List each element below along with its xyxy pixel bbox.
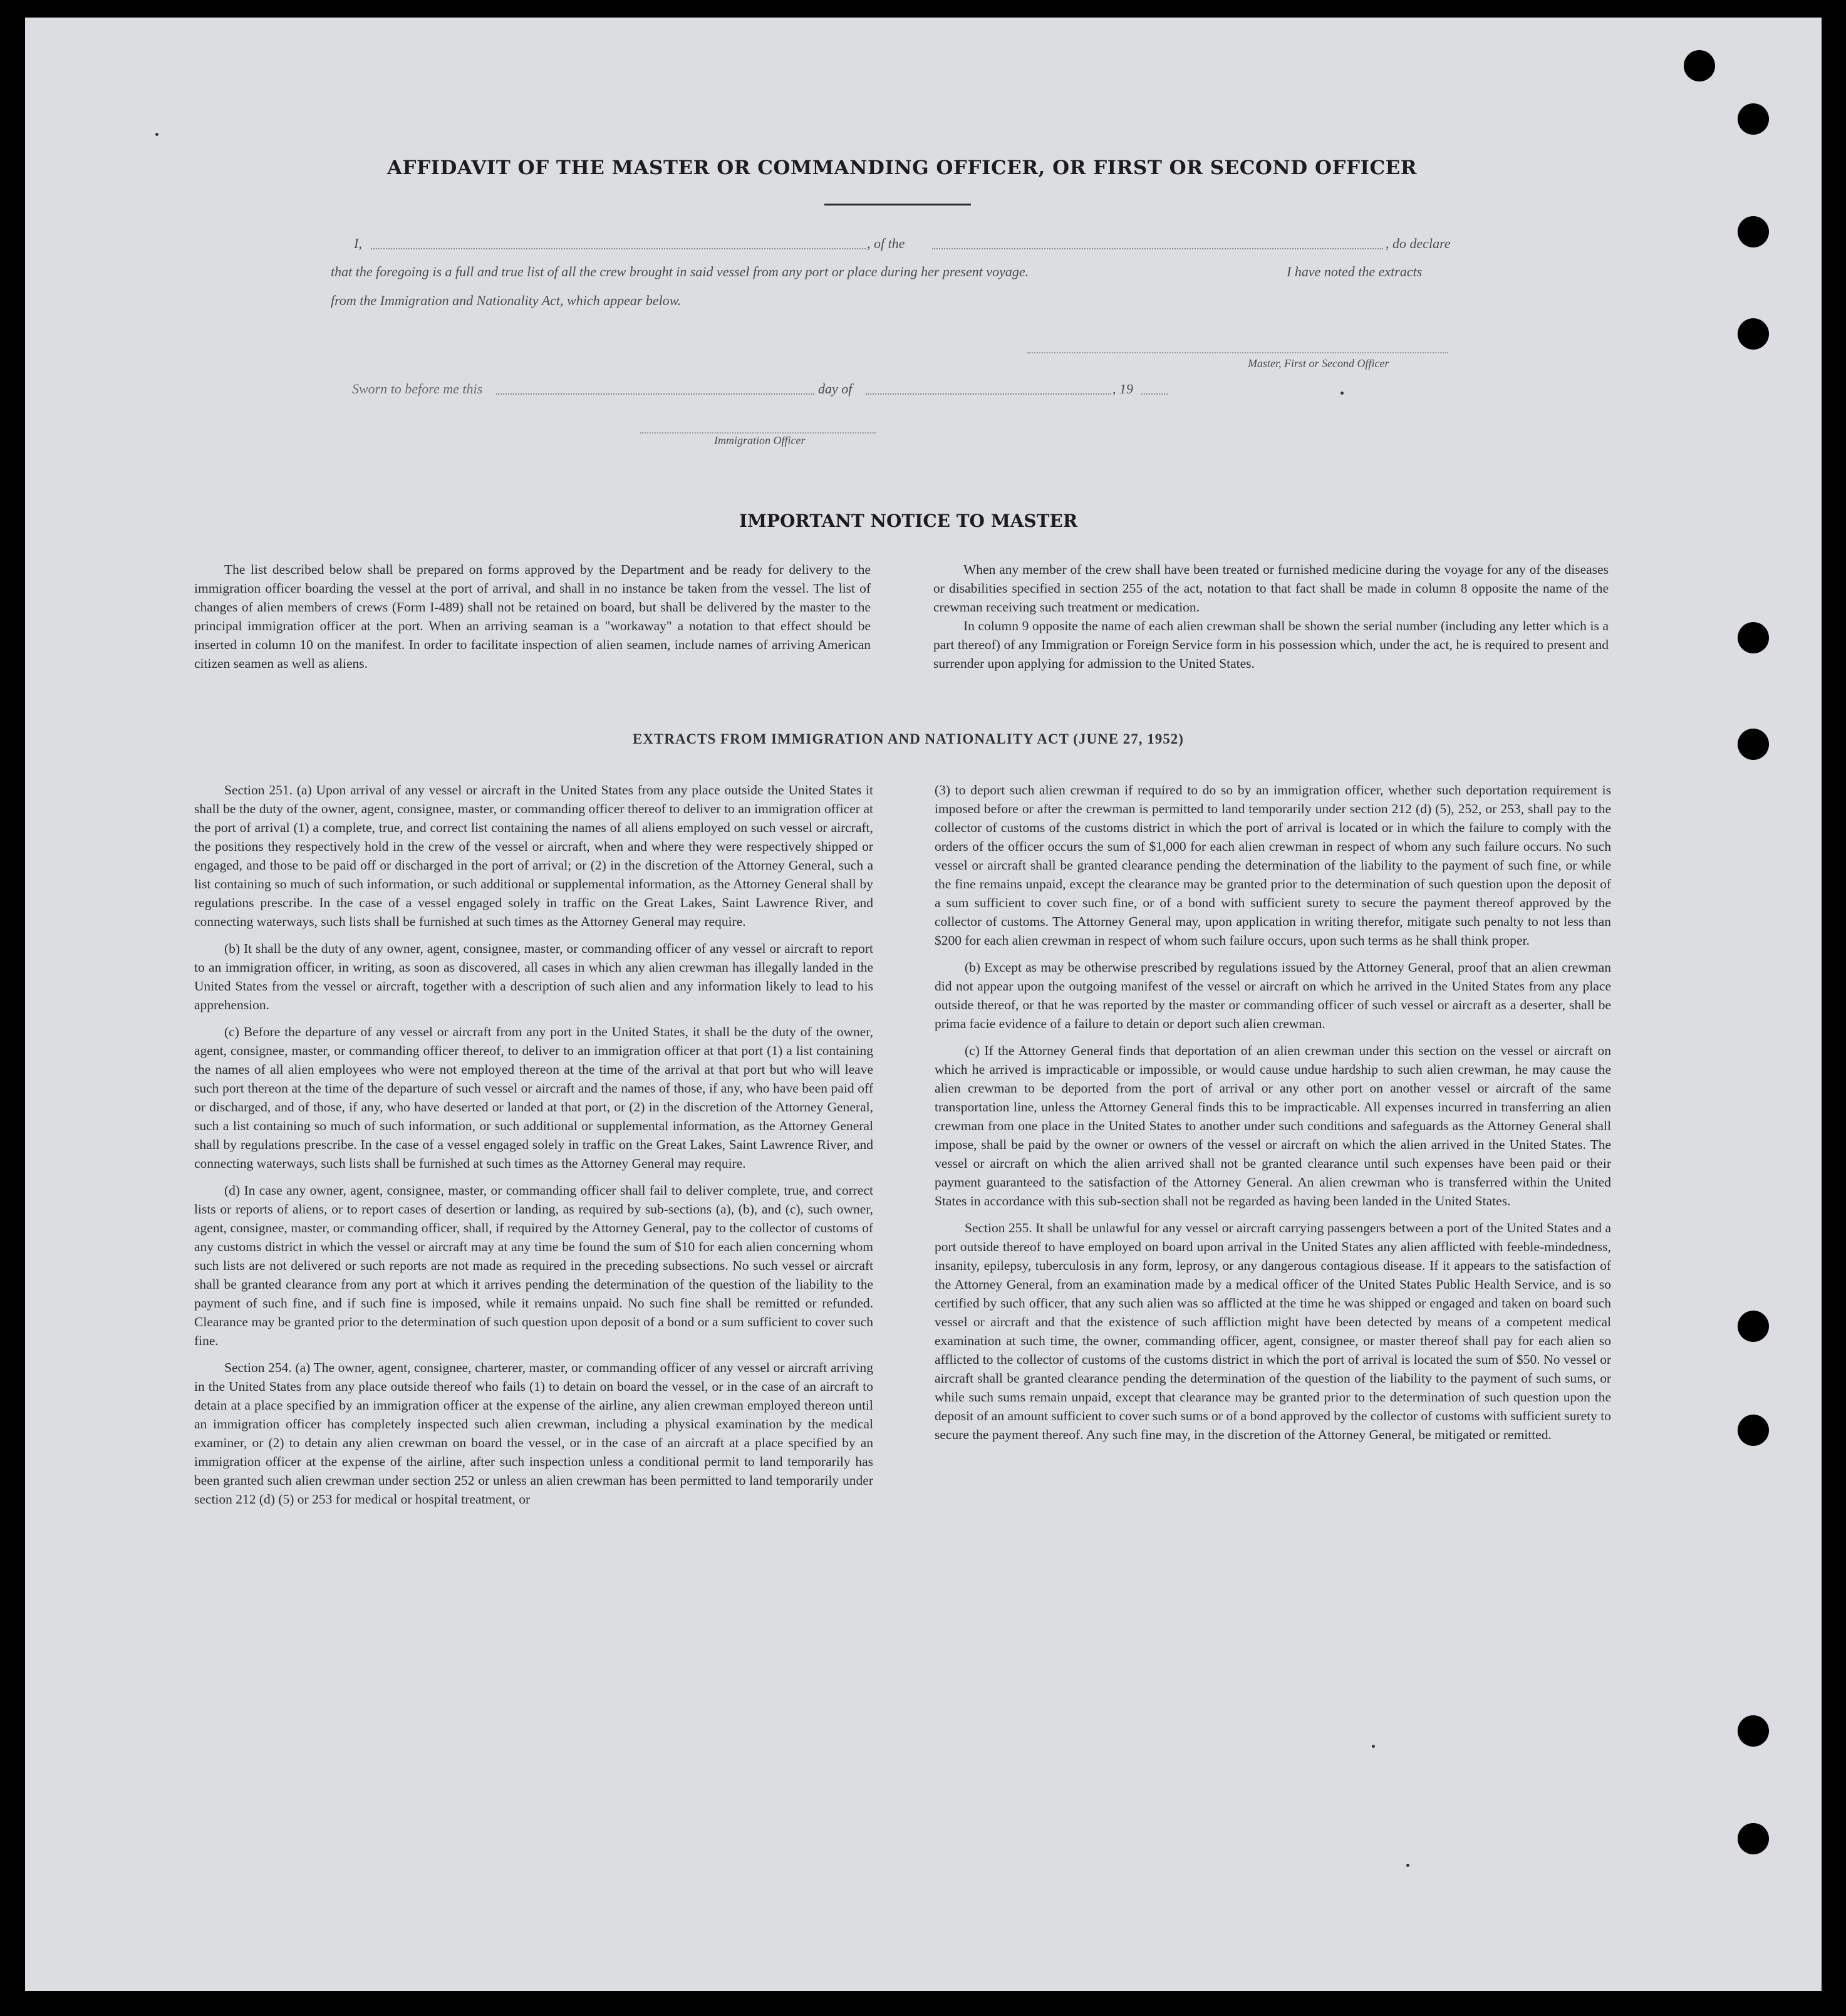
binder-hole xyxy=(1684,50,1715,81)
day-of-label: day of xyxy=(818,381,853,397)
affiant-prefix: I, xyxy=(354,236,362,251)
section-251-a: Section 251. (a) Upon arrival of any vessel or aircraft in the United States from any place outside the United States it shall be the duty of the owner, agent, consignee, master, or commanding officer thereof to deliver to an immigration officer at the port of arrival (1) a complete, true, and correct list containing the names of all aliens employed on such vessel or aircraft, the positions they respectively hold in the crew of the vessel or aircraft, when and where they were respectively shipped or engaged, and those to be paid off or discharged in the port of arrival; or (2) in the discretion of the Attorney General, such a list containing so much of such information, or such additional or supplemental information, as the Attorney General shall by regulations prescribe. In the case of a vessel engaged solely in traffic on the Great Lakes, Saint Lawrence River, and connecting waterways, such lists shall be furnished at such times as the Attorney General may require. xyxy=(194,782,873,929)
section-254-a-cont: (3) to deport such alien crewman if required to do so by an immigration officer, whether such deportation requirement is imposed before or after the crewman is permitted to land temporarily under section 212 (d) (5), 252, or 253, shall pay to the collector of customs of the customs district in which the port of arrival is located or in which the failure to comply with the orders of the officer occurs the sum of $1,000 for each alien crewman in respect of whom any such failure occurs. No such vessel or aircraft shall be granted clearance pending the determination of the liability to the payment of such fine, or while the fine remains unpaid, except the clearance may be granted prior to the determination of such question upon the deposit of a sum sufficient to cover such fine, or of a bond with sufficient surety to secure the payment thereof approved by the collector of customs. The Attorney General may, upon application in writing therefor, mitigate such penalty to not less than $200 for each alien crewman in respect of whom such failure occurs, upon such terms as he shall think proper. xyxy=(935,782,1611,948)
sworn-year-field[interactable] xyxy=(1141,393,1168,395)
sworn-month-field[interactable] xyxy=(866,393,1111,395)
notice-right-column xyxy=(933,560,1609,681)
speck xyxy=(155,133,158,136)
master-signature-field[interactable] xyxy=(1027,352,1448,353)
binder-hole xyxy=(1738,1715,1769,1747)
sworn-label: Sworn to before me this xyxy=(352,381,483,397)
extracts-heading: EXTRACTS FROM IMMIGRATION AND NATIONALITY ACT (JUNE 27, 1952) xyxy=(633,731,1184,747)
binder-hole xyxy=(1738,1415,1769,1446)
notice-paragraph: When any member of the crew shall have been treated or furnished medicine during the voyage for any of the diseases or disabilities specified in section 255 of the act, notation to that fact shall be made in column 8 opposite the name of the crewman receiving such treatment or medication. xyxy=(933,562,1609,615)
sworn-day-field[interactable] xyxy=(496,393,814,395)
section-255: Section 255. It shall be unlawful for any vessel or aircraft carrying passengers between a port of the United States and a port outside thereof to have employed on board upon arrival in the United States any alien afflicted with feeble-mindedness, insanity, epilepsy, tuberculosis in any form, leprosy, or any dangerous contagious disease. If it appears to the satisfaction of the Attorney General, from an examination made by a medical officer of the United States Public Health Service, and is so certified by such officer, that any such alien was so afflicted at the time he was shipped or engaged and taken on board such vessel or aircraft and that the existence of such affliction might have been detected by means of a competent medical examination at such time, the owner, commanding officer, agent, consignee, or master thereof shall pay for each alien so afflicted to the collector of customs of the customs district in which the port of arrival is located the sum of $50. No vessel or aircraft shall be granted clearance pending the determination of the question of the liability to the payment of such sums, or while such sums remain unpaid, except that clearance may be granted prior to the determination of such question upon the deposit of an amount sufficient to cover such sums or of a bond approved by the collector of customs with sufficient surety to secure the payment thereof. Any such fine may, in the discretion of the Attorney General, be mitigated or remitted. xyxy=(935,1220,1611,1442)
officer-signature-field[interactable] xyxy=(640,432,876,434)
declaration-line-3: from the Immigration and Nationality Act, which appear below. xyxy=(331,293,682,308)
binder-hole xyxy=(1738,103,1769,135)
binder-hole xyxy=(1738,1823,1769,1854)
binder-hole xyxy=(1738,729,1769,760)
section-251-d: (d) In case any owner, agent, consignee, master, or commanding officer shall fail to deliver complete, true, and correct lists or reports of aliens, or to report cases of desertion or landing, as required by sub-sections (a), (b), and (c), such owner, agent, consignee, master, or commanding officer, shall, if required by the Attorney General, pay to the collector of customs of any customs district in which the vessel or aircraft may at any time be found the sum of $10 for each alien concerning whom such lists are not delivered or such reports are not made as required in the preceding subsections. No such vessel or aircraft shall be granted clearance from any port at which it arrives pending the determination of the question of the liability to the payment of such fine, and if such fine is imposed, while it remains unpaid. No such fine shall be remitted or refunded. Clearance may be granted prior to the determination of such question upon deposit of a bond or a sum sufficient to cover such fine. xyxy=(194,1183,873,1348)
of-the-label: , of the xyxy=(867,236,905,251)
title-rule xyxy=(824,204,971,205)
section-254-a: Section 254. (a) The owner, agent, consignee, charterer, master, or commanding officer of any vessel or aircraft arriving in the United States from any place outside thereof who fails (1) to detain on board the vessel, or in the case of an aircraft to detain at a place specified by an immigration officer at the expense of the airline, any alien crewman employed thereon until an immigration officer has completely inspected such alien crewman, including a physical examination by the medical examiner, or (2) to detain any alien crewman on board the vessel, or in the case of an aircraft at a place specified by an immigration officer at the expense of the airline, after such inspection unless a conditional permit to land temporarily has been granted such alien crewman under section 252 or unless an alien crewman has been permitted to land temporarily under section 212 (d) (5) or 253 for medical or hospital treatment, or xyxy=(194,1360,873,1507)
extracts-left-column xyxy=(194,781,873,1517)
declaration-line: that the foregoing is a full and true list of all the crew brought in said vessel from any port or place during her present voyage. xyxy=(331,264,1029,279)
notice-heading: IMPORTANT NOTICE TO MASTER xyxy=(739,511,1078,531)
vessel-name-field[interactable] xyxy=(932,248,1383,249)
document-title: AFFIDAVIT OF THE MASTER OR COMMANDING OFFICER, OR FIRST OR SECOND OFFICER xyxy=(386,157,1418,179)
year-label: , 19 xyxy=(1112,381,1133,397)
binder-hole xyxy=(1738,216,1769,247)
master-signature-label: Master, First or Second Officer xyxy=(1248,357,1389,370)
notice-paragraph: The list described below shall be prepared on forms approved by the Department and be ready for delivery to the immigration officer boarding the vessel at the port of arrival, and shall in no instance be taken from the vessel. The list of changes of alien members of crews (Form I-489) shall not be retained on board, but shall be delivered by the master to the principal immigration officer at the port. When an arriving seaman is a "workaway" a notation to that effect should be inserted in column 10 on the manifest. In order to facilitate inspection of alien seamen, include names of arriving American citizen seamen as well as aliens. xyxy=(194,562,871,671)
extracts-right-column xyxy=(935,781,1611,1452)
binder-hole xyxy=(1738,1311,1769,1342)
officer-signature-label: Immigration Officer xyxy=(714,434,806,447)
speck xyxy=(1372,1745,1375,1748)
speck xyxy=(1340,392,1344,395)
section-254-c: (c) If the Attorney General finds that deportation of an alien crewman under this section on the vessel or aircraft on which he arrived is impracticable or impossible, or would cause undue hardship to such alien crewman, he may cause the alien crewman to be deported from the port of arrival or any other port on another vessel or aircraft of the same transportation line, unless the Attorney General finds this to be impracticable. All expenses incurred in transferring an alien crewman from one place in the United States to another under such conditions and safeguards as the Attorney General shall impose, shall be paid by the owner or owners of the vessel or aircraft on which the alien arrived in the United States. The vessel or aircraft on which the alien arrived shall not be granted clearance until such expenses have been paid or their payment guaranteed to the satisfaction of the Attorney General. An alien crewman who is transferred within the United States in accordance with this sub-section shall not be regarded as having been landed in the United States. xyxy=(935,1043,1611,1208)
section-254-b: (b) Except as may be otherwise prescribed by regulations issued by the Attorney General, proof that an alien crewman did not appear upon the outgoing manifest of the vessel or aircraft on which he arrived in the United States from any place outside thereof, or that he was reported by the master or commanding officer of such vessel or aircraft as a deserter, shall be prima facie evidence of a failure to detain or deport such alien crewman. xyxy=(935,960,1611,1031)
binder-hole xyxy=(1738,622,1769,653)
affiant-name-field[interactable] xyxy=(371,248,866,249)
do-declare-label: , do declare xyxy=(1386,236,1451,251)
binder-hole xyxy=(1738,318,1769,350)
section-251-c: (c) Before the departure of any vessel or aircraft from any port in the United States, it shall be the duty of the owner, agent, consignee, master, or commanding officer thereof, to deliver to an immigration officer at that port (1) a list containing the names of all alien employees who were not employed thereon at the time of the arrival at that port but who will leave such port thereon at the time of the departure of such vessel or aircraft and the names of those, if any, who have been paid off or discharged, and of those, if any, who have deserted or landed at that port, or (2) in the discretion of the Attorney General, such a list containing so much of such information, or such additional or supplemental information, as the Attorney General shall by regulations prescribe. In the case of a vessel engaged solely in traffic on the Great Lakes, Saint Lawrence River, and connecting waterways, such lists shall be furnished at such times as the Attorney General may require. xyxy=(194,1024,873,1171)
notice-left-column xyxy=(194,560,871,681)
notice-paragraph: In column 9 opposite the name of each alien crewman shall be shown the serial number (including any letter which is a part thereof) of any Immigration or Foreign Service form in his possession which, under the act, he is required to present and surrender upon applying for admission to the United States. xyxy=(933,618,1609,671)
speck xyxy=(1406,1864,1409,1867)
section-251-b: (b) It shall be the duty of any owner, agent, consignee, master, or commanding officer of any vessel or aircraft to report to an immigration officer, in writing, as soon as discovered, all cases in which any alien crewman has illegally landed in the United States from the vessel or aircraft, together with a description of such alien and any information likely to lead to his apprehension. xyxy=(194,941,873,1012)
declaration-line-end: I have noted the extracts xyxy=(1287,264,1423,279)
